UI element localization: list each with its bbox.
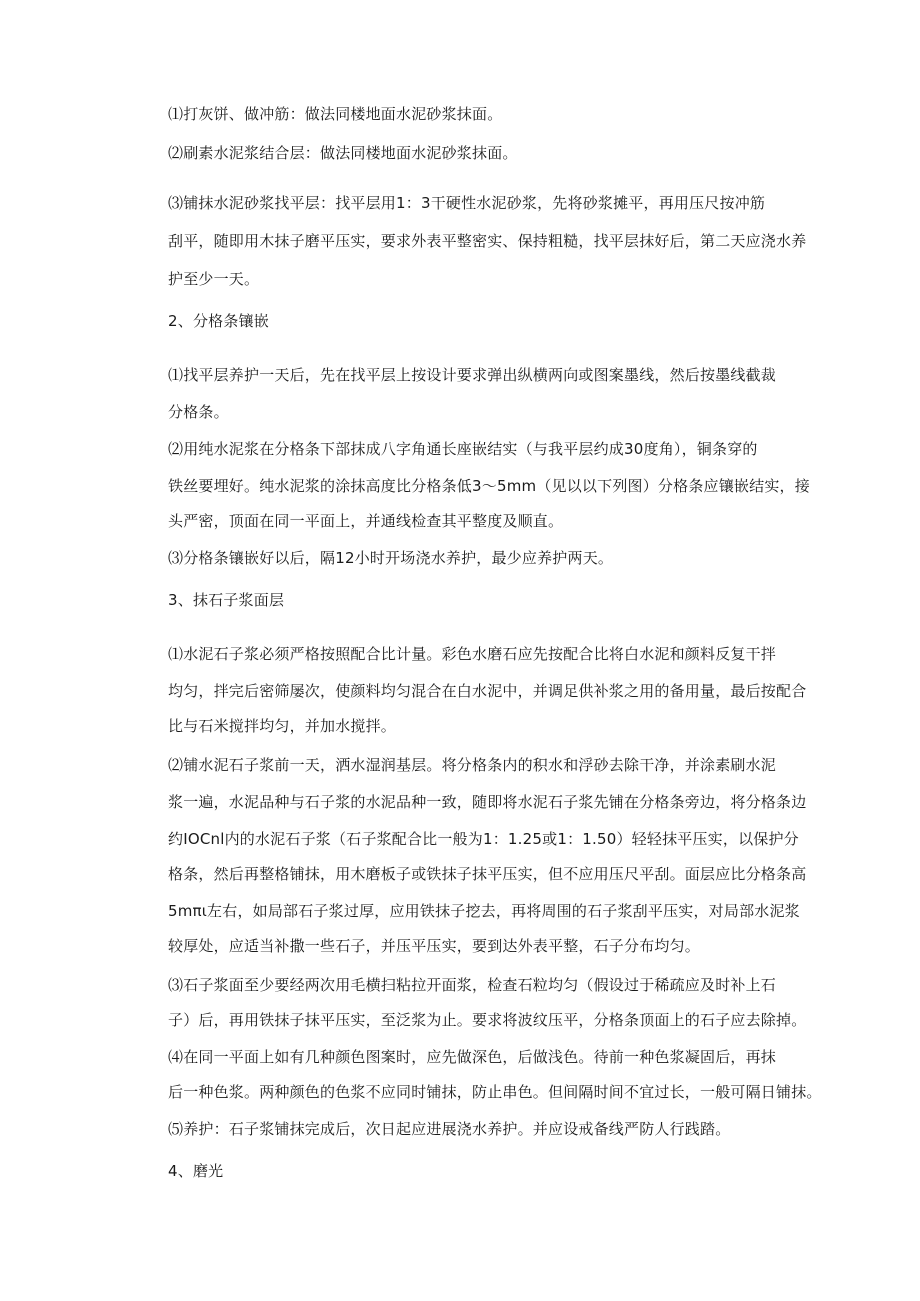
paragraph-line: ⑵铺水泥石子浆前一天，洒水湿润基层。将分格条内的积水和浮砂去除干净，并涂素刷水泥 [168,756,777,774]
paragraph-line: ⑵用纯水泥浆在分格条下部抹成八字角通长座嵌结实（与我平层约成30度角），铜条穿的 [168,440,758,458]
paragraph-line: ⑵刷素水泥浆结合层：做法同楼地面水泥砂浆抹面。 [168,144,518,162]
section-heading: 2、分格条镶嵌 [168,312,269,330]
section-heading: 4、磨光 [168,1162,224,1180]
section-heading: 3、抹石子浆面层 [168,591,285,609]
paragraph-line: ⑶石子浆面至少要经两次用毛横扫粘拉开面浆，检查石粒均匀（假设过于稀疏应及时补上石 [168,976,777,994]
paragraph-line: ⑷在同一平面上如有几种颜色图案时，应先做深色，后做浅色。待前一种色浆凝固后，再抹 [168,1048,777,1066]
paragraph-line: 后一种色浆。两种颜色的色浆不应同时铺抹，防止串色。但间隔时间不宜过长，一般可隔日铺抹。 [168,1083,822,1101]
paragraph-line: 铁丝要埋好。纯水泥浆的涂抹高度比分格条低3～5mm（见以以下列图）分格条应镶嵌结实，接 [168,477,810,495]
paragraph-line: 格条，然后再整格铺抹，用木磨板子或铁抹子抹平压实，但不应用压尺平刮。面层应比分格条高 [168,865,807,883]
paragraph-line: ⑴水泥石子浆必须严格按照配合比计量。彩色水磨石应先按配合比将白水泥和颜料反复干拌 [168,645,777,663]
paragraph-line: 比与石米搅拌均匀，并加水搅拌。 [168,717,397,735]
paragraph-line: 均匀，拌完后密筛屡次，使颜料均匀混合在白水泥中，并调足供补浆之用的备用量，最后按配合 [168,682,807,700]
paragraph-line: 分格条。 [168,403,229,421]
paragraph-line: 子）后，再用铁抹子抹平压实，至泛浆为止。要求将波纹压平，分格条顶面上的石子应去除掉。 [168,1011,807,1029]
paragraph-line: ⑸养护：石子浆铺抹完成后，次日起应进展浇水养护。并应设戒备线严防人行践踏。 [168,1120,731,1138]
paragraph-line: ⑴找平层养护一天后，先在找平层上按设计要求弹出纵横两向或图案墨线，然后按墨线截裁 [168,366,777,384]
paragraph-line: 浆一遍，水泥品种与石子浆的水泥品种一致，随即将水泥石子浆先铺在分格条旁边，将分格条边 [168,793,807,811]
paragraph-line: 护至少一天。 [168,270,260,288]
paragraph-line: 5mπι左右，如局部石子浆过厚，应用铁抹子挖去，再将周围的石子浆刮平压实，对局部水泥浆 [168,902,800,920]
paragraph-line: 较厚处，应适当补撒一些石子，并压平压实，要到达外表平整，石子分布均匀。 [168,937,701,955]
paragraph-line: 刮平，随即用木抹子磨平压实，要求外表平整密实、保持粗糙，找平层抹好后，第二天应浇水养 [168,232,807,250]
paragraph-line: ⑴打灰饼、做冲筋：做法同楼地面水泥砂浆抹面。 [168,105,503,123]
paragraph-line: 约IOCnl内的水泥石子浆（石子浆配合比一般为1：1.25或1：1.50）轻轻抹平压实，以保护分 [168,830,799,848]
paragraph-line: ⑶分格条镶嵌好以后，隔12小时开场浇水养护，最少应养护两天。 [168,549,614,567]
paragraph-line: ⑶铺抹水泥砂浆找平层：找平层用1：3干硬性水泥砂浆，先将砂浆摊平，再用压尺按冲筋 [168,194,766,212]
paragraph-line: 头严密，顶面在同一平面上，并通线检查其平整度及顺直。 [168,512,564,530]
